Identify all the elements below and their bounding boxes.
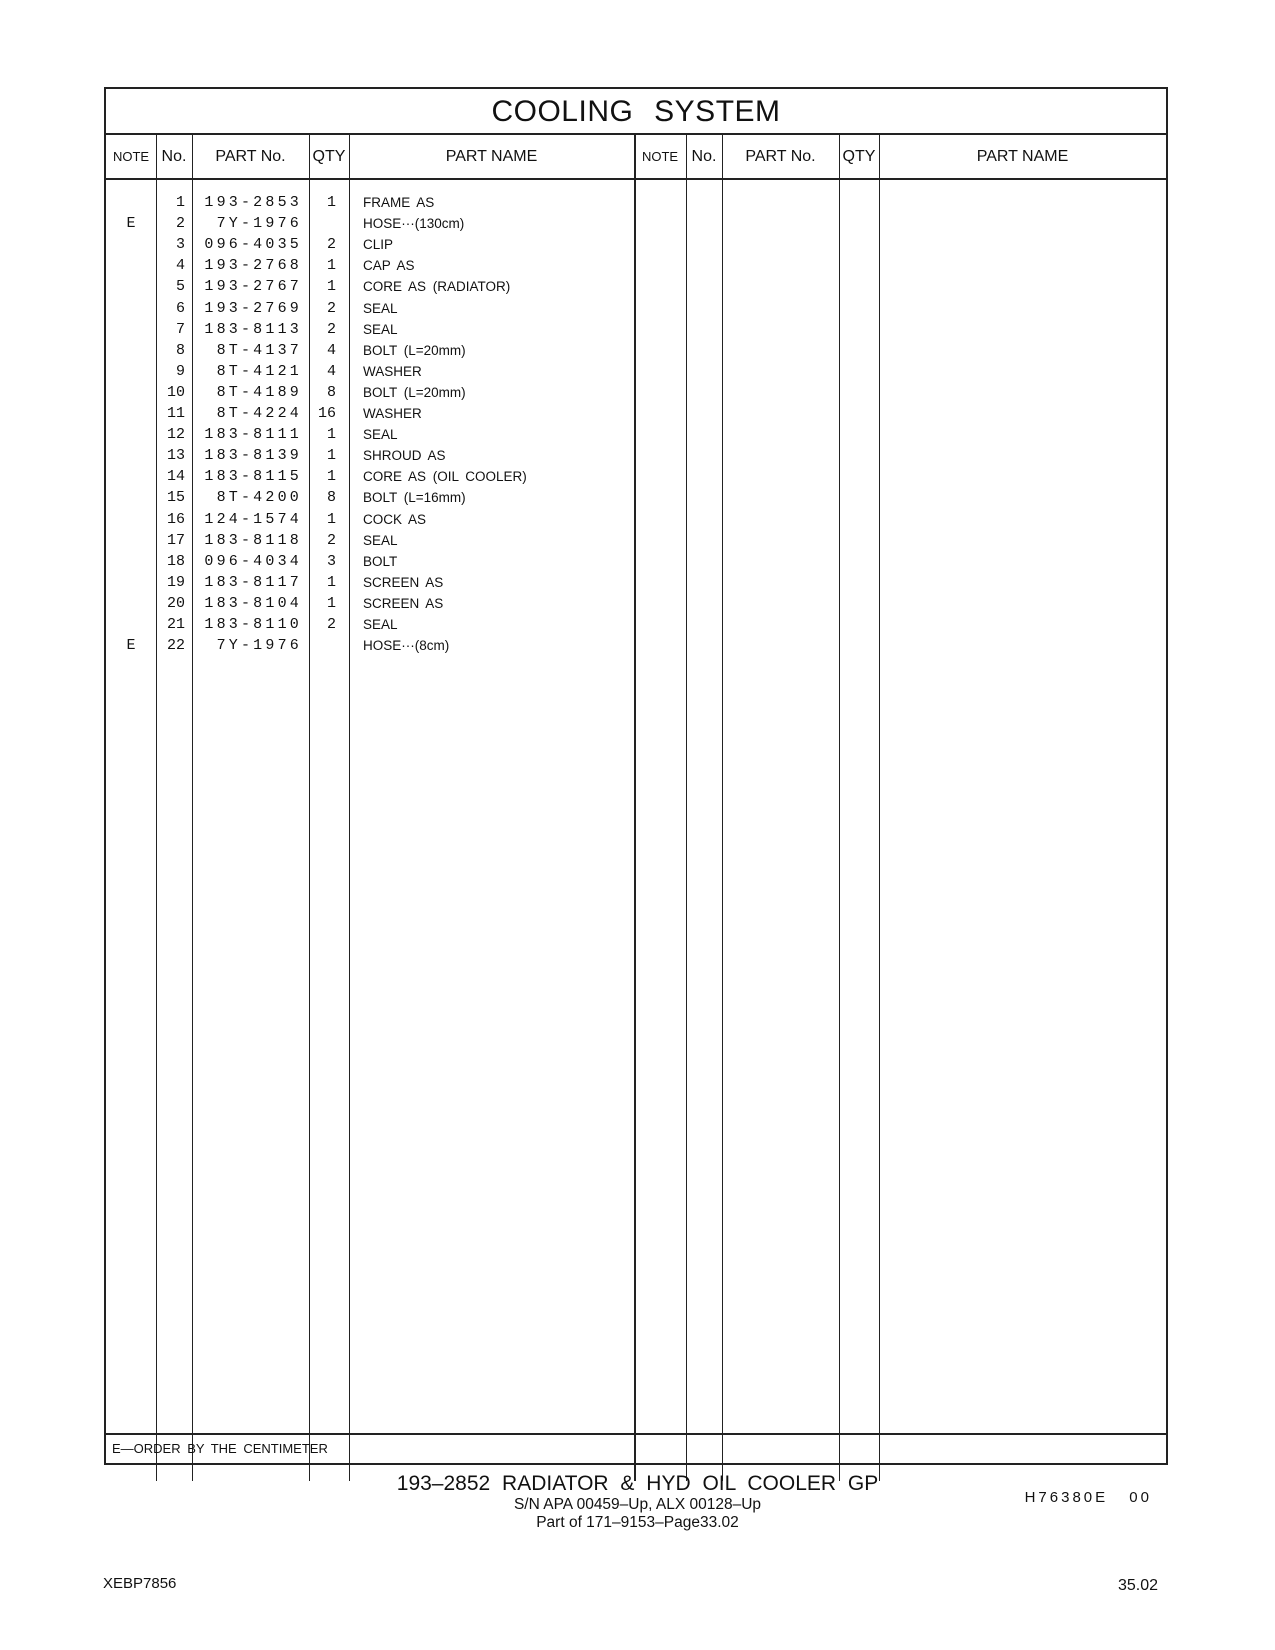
group-title: 193–2852 RADIATOR & HYD OIL COOLER GP — [396, 1472, 879, 1495]
cell-qty: 1 — [326, 573, 336, 591]
header-qty-right: QTY — [842, 148, 876, 165]
table-row — [106, 361, 1166, 383]
cell-qty: 8 — [326, 489, 336, 507]
cell-qty: 2 — [326, 299, 336, 317]
cell-part-no: 8T-4121 — [216, 362, 302, 380]
parent-reference: Part of 171–9153–Page33.02 — [536, 1514, 739, 1531]
cell-part-name: SEAL — [363, 321, 398, 337]
cell-part-name: SHROUD AS — [363, 448, 446, 464]
table-row — [106, 530, 1166, 552]
table-row — [106, 614, 1166, 636]
header-part-name-left: PART NAME — [445, 148, 538, 165]
cell-note: E — [126, 637, 136, 655]
cell-part-no: 8T-4200 — [216, 489, 302, 507]
cell-qty: 1 — [326, 278, 336, 296]
cell-part-no: 183-8111 — [204, 426, 302, 444]
cell-no: 19 — [166, 573, 185, 591]
cell-part-no: 193-2768 — [204, 257, 302, 275]
cell-part-name: BOLT (L=16mm) — [363, 490, 466, 506]
header-qty-left: QTY — [312, 148, 346, 165]
cell-qty: 2 — [326, 320, 336, 338]
cell-note — [106, 361, 156, 383]
table-row — [106, 551, 1166, 573]
cell-no: 1 — [175, 194, 185, 211]
cell-no: 20 — [166, 594, 185, 612]
cell-qty: 2 — [326, 531, 336, 549]
cell-no: 8 — [175, 341, 185, 359]
cell-qty: 1 — [326, 426, 336, 444]
cell-note — [106, 403, 156, 425]
cell-note — [106, 530, 156, 552]
cell-part-name: SEAL — [363, 617, 398, 632]
cell-qty: 4 — [326, 362, 336, 380]
cell-qty: 1 — [326, 468, 336, 486]
cell-qty: 1 — [326, 194, 336, 211]
serial-range: S/N APA 00459–Up, ALX 00128–Up — [513, 1496, 762, 1513]
cell-note — [106, 382, 156, 404]
cell-part-name: CORE AS (OIL COOLER) — [363, 469, 527, 485]
cell-part-no: 183-8118 — [204, 531, 302, 549]
cell-part-name: SCREEN AS — [363, 595, 444, 611]
cell-no: 15 — [166, 489, 185, 507]
cell-qty: 4 — [326, 341, 336, 359]
cell-qty: 1 — [326, 447, 336, 465]
cell-part-name: SCREEN AS — [363, 574, 444, 590]
cell-part-no: 183-8104 — [204, 594, 302, 612]
cell-part-name: CORE AS (RADIATOR) — [363, 279, 511, 295]
table-row — [106, 572, 1166, 594]
table-row — [106, 466, 1166, 488]
table-row — [106, 382, 1166, 404]
section-title: COOLING SYSTEM — [106, 89, 1166, 135]
cell-no: 18 — [166, 552, 185, 570]
cell-no: 16 — [166, 510, 185, 528]
page-number: 35.02 — [1118, 1577, 1159, 1594]
cell-part-name: HOSE···(130cm) — [363, 216, 465, 232]
table-row — [106, 276, 1166, 298]
cell-part-no: 7Y-1976 — [216, 637, 302, 655]
header-note-right: NOTE — [641, 149, 679, 164]
cell-no: 12 — [166, 426, 185, 444]
table-row — [106, 635, 1166, 657]
cell-no: 13 — [166, 447, 185, 465]
cell-note — [106, 551, 156, 573]
cell-no: 17 — [166, 531, 185, 549]
header-no-left: No. — [161, 148, 187, 165]
cell-part-name: HOSE···(8cm) — [363, 638, 450, 654]
cell-no: 5 — [175, 278, 185, 296]
table-row — [106, 255, 1166, 277]
cell-qty — [300, 635, 336, 657]
cell-note — [106, 509, 156, 531]
cell-note — [106, 276, 156, 298]
cell-note — [106, 255, 156, 277]
cell-note — [106, 424, 156, 446]
cell-qty — [300, 213, 336, 235]
cell-qty: 16 — [317, 405, 336, 422]
cell-qty: 2 — [326, 616, 336, 633]
cell-part-name: WASHER — [363, 406, 422, 421]
cell-part-name: BOLT — [363, 553, 398, 569]
cell-qty: 1 — [326, 257, 336, 275]
cell-no: 21 — [166, 616, 185, 633]
header-part-no-left: PART No. — [215, 148, 286, 165]
table-row — [106, 298, 1166, 320]
cell-no: 10 — [166, 383, 185, 401]
cell-qty: 3 — [326, 552, 336, 570]
header-note-left: NOTE — [112, 149, 150, 164]
cell-qty: 2 — [326, 236, 336, 254]
cell-note — [106, 192, 156, 214]
cell-note — [106, 466, 156, 488]
cell-part-no: 7Y-1976 — [216, 215, 302, 233]
cell-no: 11 — [166, 405, 185, 422]
table-row — [106, 424, 1166, 446]
cell-part-no: 193-2769 — [204, 299, 302, 317]
cell-qty: 1 — [326, 594, 336, 612]
cell-note — [106, 572, 156, 594]
table-row — [106, 213, 1166, 235]
drawing-code: H76380E 00 — [1024, 1489, 1152, 1506]
cell-part-no: 183-8110 — [204, 616, 302, 633]
cell-part-no: 8T-4137 — [216, 341, 302, 359]
table-row — [106, 340, 1166, 362]
cell-part-no: 096-4035 — [204, 236, 302, 254]
table-row — [106, 509, 1166, 531]
table-row — [106, 593, 1166, 615]
cell-note — [106, 298, 156, 320]
cell-note — [106, 593, 156, 615]
cell-part-no: 096-4034 — [204, 552, 302, 570]
cell-note — [106, 340, 156, 362]
cell-note — [106, 487, 156, 509]
cell-note — [106, 319, 156, 341]
header-part-no-right: PART No. — [745, 148, 816, 165]
cell-no: 14 — [166, 468, 185, 486]
cell-no: 4 — [175, 257, 185, 275]
table-body-bottom-rule — [106, 1433, 1166, 1435]
cell-part-name: SEAL — [363, 427, 398, 443]
table-row — [106, 403, 1166, 425]
cell-part-name: SEAL — [363, 532, 398, 548]
cell-note — [106, 614, 156, 636]
cell-no: 2 — [175, 215, 185, 233]
cell-part-name: WASHER — [363, 363, 422, 379]
header-part-name-right: PART NAME — [976, 148, 1069, 165]
cell-part-name: CLIP — [363, 237, 394, 253]
cell-no: 6 — [175, 299, 185, 317]
cell-note — [106, 445, 156, 467]
cell-part-name: BOLT (L=20mm) — [363, 384, 466, 400]
cell-part-no: 8T-4224 — [216, 405, 302, 422]
cell-no: 7 — [175, 320, 185, 338]
cell-part-no: 183-8115 — [204, 468, 302, 486]
cell-part-name: COCK AS — [363, 511, 427, 527]
footnote: E—ORDER BY THE CENTIMETER — [112, 1441, 328, 1456]
document-id: XEBP7856 — [103, 1575, 177, 1592]
cell-no: 22 — [166, 637, 185, 655]
cell-qty: 1 — [326, 510, 336, 528]
cell-part-no: 193-2853 — [204, 194, 302, 211]
cell-part-name: BOLT (L=20mm) — [363, 342, 466, 358]
header-no-right: No. — [691, 148, 717, 165]
cell-no: 3 — [175, 236, 185, 254]
table-row — [106, 487, 1166, 509]
cell-part-no: 124-1574 — [204, 510, 302, 528]
cell-part-no: 183-8113 — [204, 320, 302, 338]
cell-part-no: 183-8139 — [204, 447, 302, 465]
cell-qty: 8 — [326, 383, 336, 401]
table-row — [106, 192, 1166, 214]
cell-part-no: 8T-4189 — [216, 383, 302, 401]
table-row — [106, 319, 1166, 341]
cell-no: 9 — [175, 362, 185, 380]
cell-part-no: 193-2767 — [204, 278, 302, 296]
table-header — [106, 135, 1166, 180]
cell-note: E — [126, 215, 136, 233]
cell-part-name: FRAME AS — [363, 195, 435, 210]
cell-part-no: 183-8117 — [204, 573, 302, 591]
cell-part-name: CAP AS — [363, 258, 415, 274]
cell-part-name: SEAL — [363, 300, 398, 316]
table-row — [106, 234, 1166, 256]
table-row — [106, 445, 1166, 467]
cell-note — [106, 234, 156, 256]
